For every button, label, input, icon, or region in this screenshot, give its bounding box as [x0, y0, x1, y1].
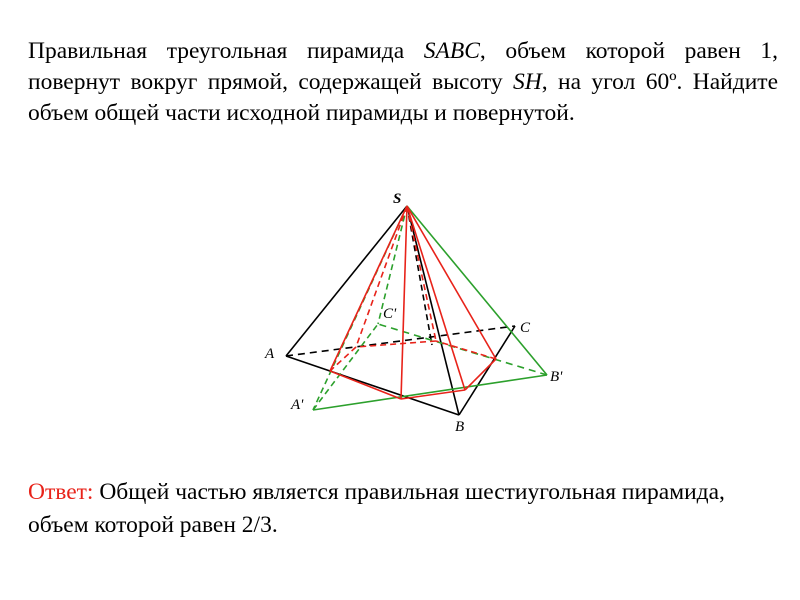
- answer-label: Ответ:: [28, 479, 94, 505]
- problem-text-1: Правильная треугольная пирамида: [28, 38, 424, 64]
- edge-BC: [459, 326, 515, 415]
- problem-text-2: , объем которой равен 1, повернут вокруг прямой, содержащей высоту: [28, 38, 779, 95]
- hex-lateral-2: [401, 206, 407, 399]
- edge-AC: [286, 326, 515, 356]
- edge-AB: [286, 356, 459, 415]
- label-C-prime: C': [383, 306, 397, 322]
- answer-text: Общей частью является правильная шестиугольная пирамида, объем которой равен 2/3.: [28, 479, 725, 538]
- hex-lateral-5: [407, 206, 436, 341]
- label-S: S: [393, 191, 402, 207]
- answer-block: [28, 476, 768, 542]
- hex-lateral-1: [330, 206, 407, 371]
- pyramid-name: SABC: [423, 38, 480, 64]
- label-A: A: [265, 346, 275, 362]
- original-pyramid: [286, 206, 515, 415]
- hex-lateral-3: [407, 206, 465, 390]
- height-name: SH: [513, 69, 542, 95]
- label-C: C: [520, 320, 531, 336]
- label-B: B: [455, 419, 465, 435]
- label-B-prime: B': [550, 369, 563, 385]
- hex-base-1: [330, 371, 401, 399]
- label-A-prime: A': [291, 397, 304, 413]
- rotated-pyramid: [313, 206, 547, 410]
- hexagonal-pyramid: [330, 206, 496, 399]
- problem-text-3: , на угол 60º. Найдите объем общей части исходной пирамиды и повернутой.: [28, 69, 778, 126]
- edge-SA: [286, 206, 407, 356]
